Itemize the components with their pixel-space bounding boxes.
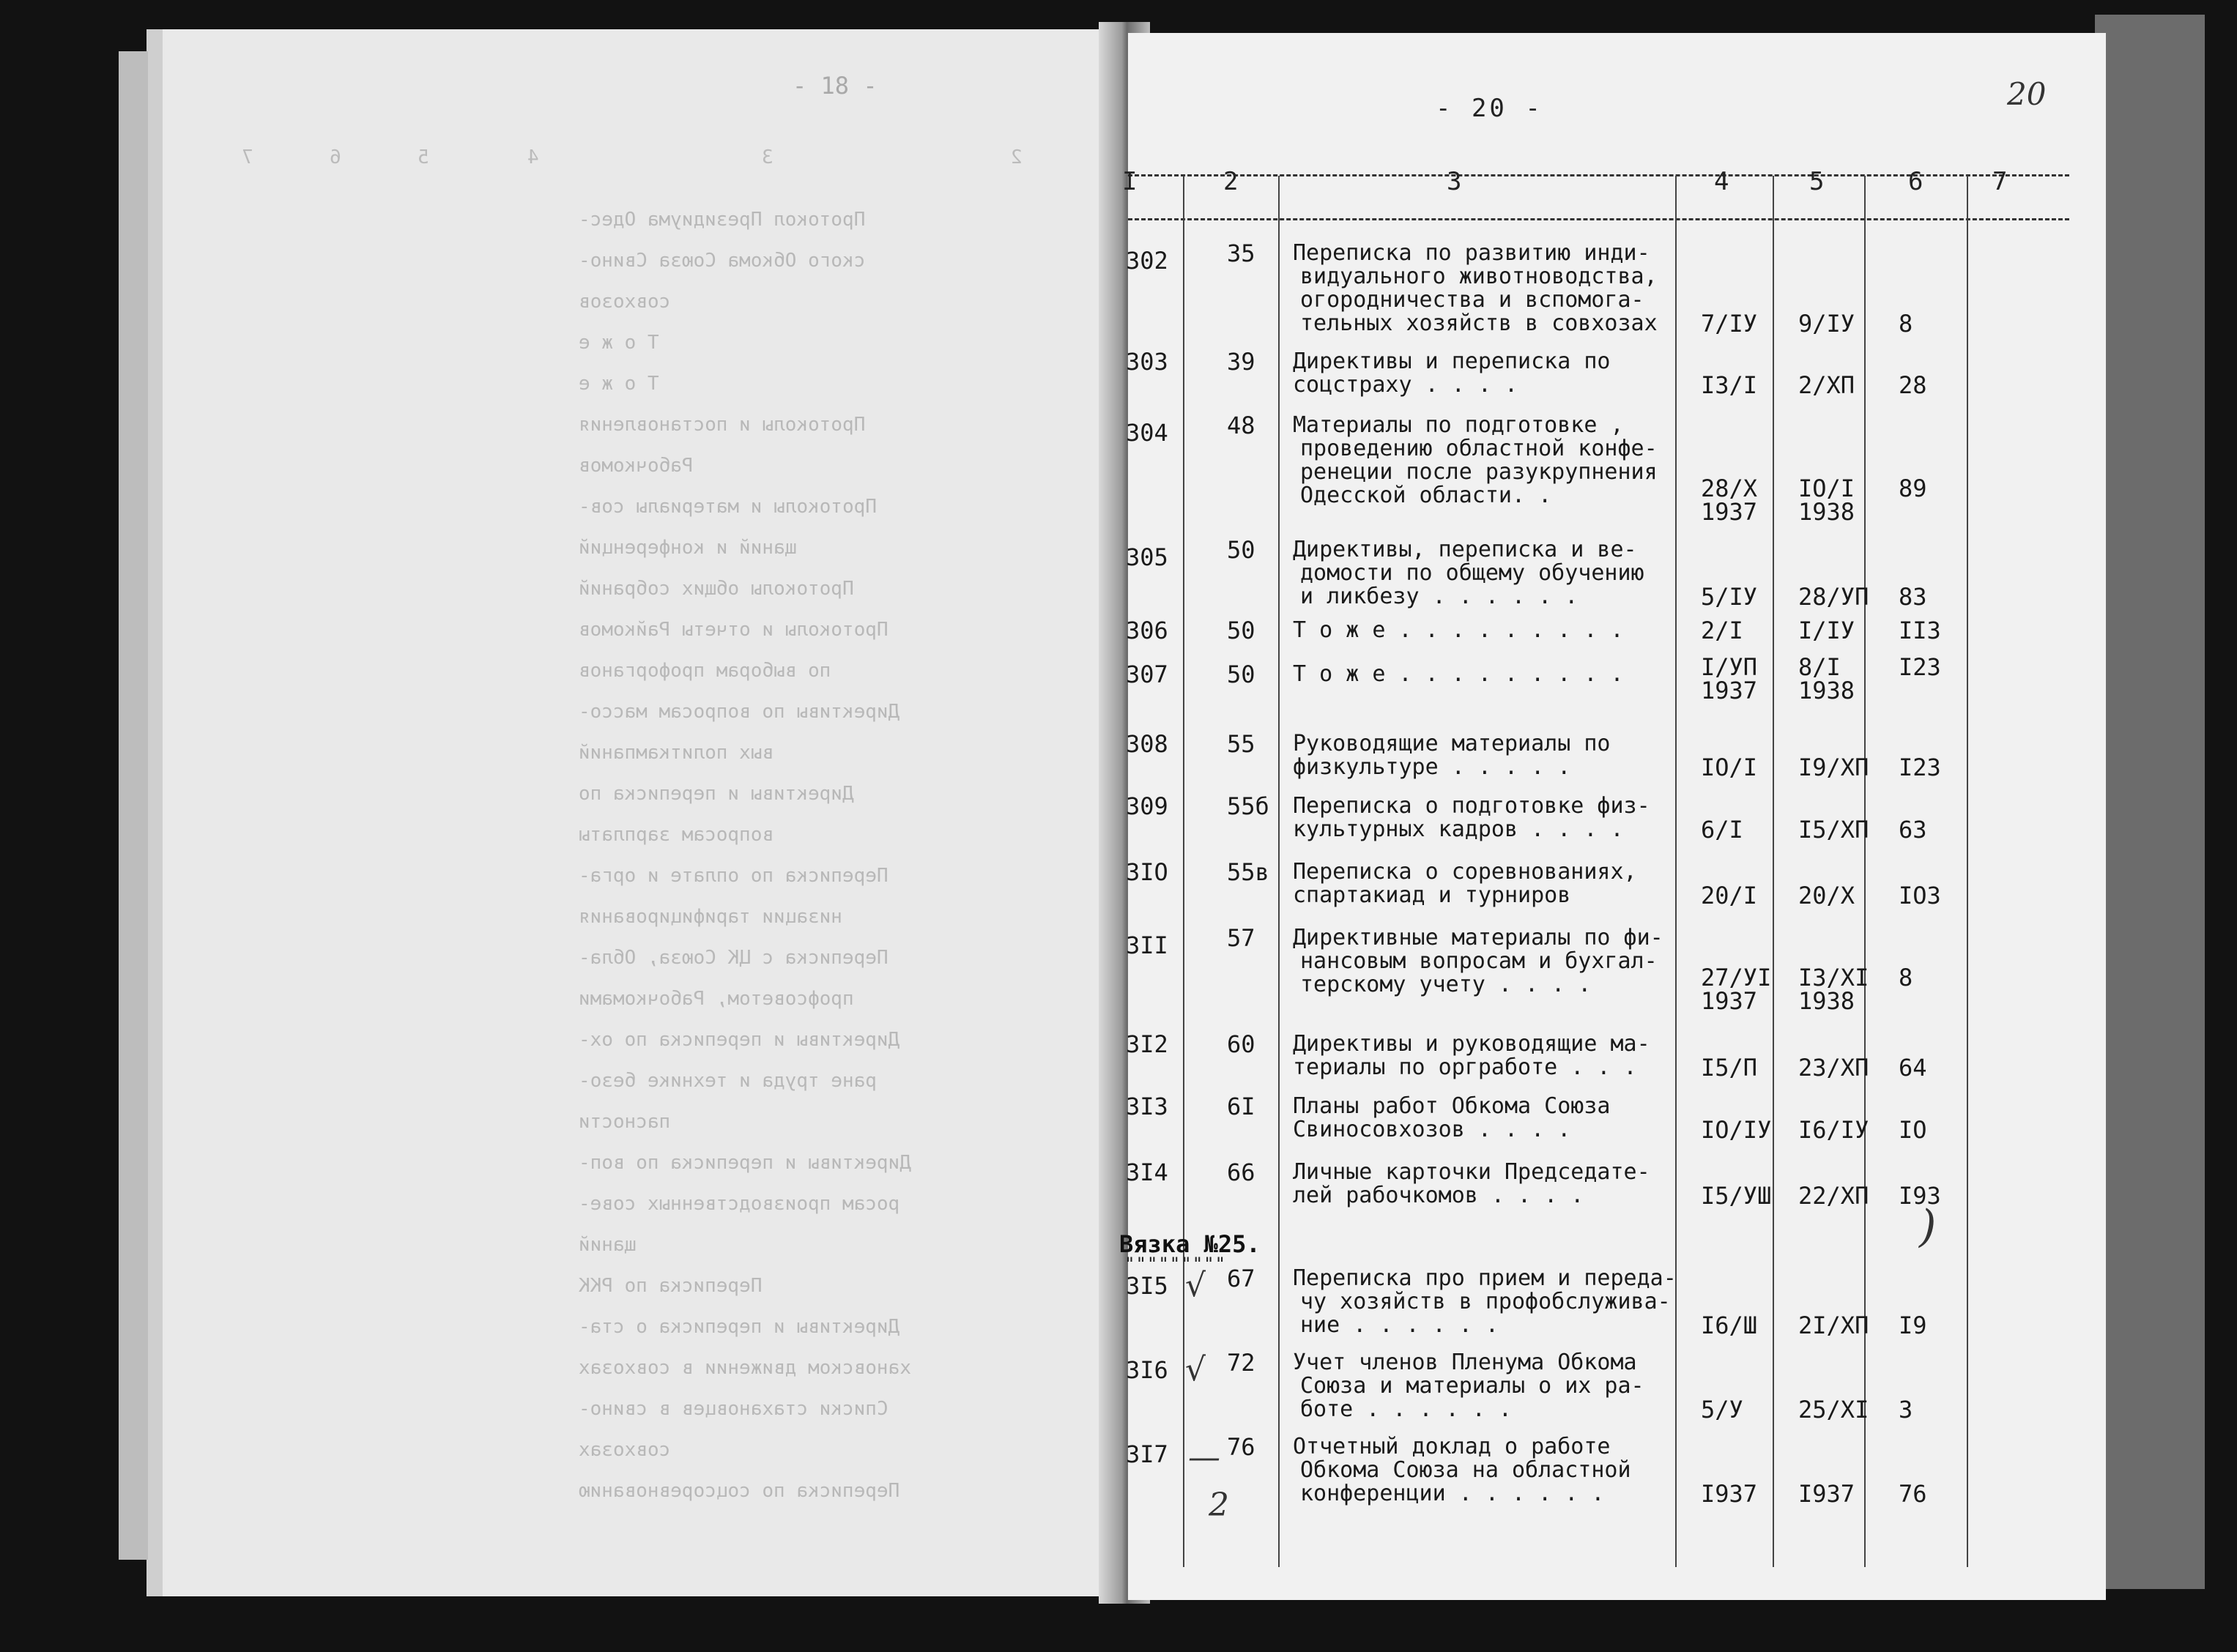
left-header-cell: 6 [330, 146, 341, 168]
left-header-cell: 3 [762, 146, 774, 168]
row-title-line: ние . . . . . . [1300, 1312, 1499, 1338]
start-date: I5/П [1701, 1054, 1758, 1082]
end-date: 8/I 1938 [1798, 653, 1855, 704]
column-rule [1278, 176, 1280, 1567]
pencil-bracket-mark: ) [1919, 1201, 1937, 1252]
bleed-line: вопросам зарплаты [579, 824, 774, 846]
bleed-line: Протоколы общих собраний [579, 578, 854, 600]
row-title-line: Директивные материалы по фи- [1293, 925, 1663, 950]
row-title-line: териалы по оргработе . . . [1293, 1054, 1637, 1080]
file-number: 35 [1227, 239, 1255, 267]
pencil-number-mark: 2 [1209, 1487, 1229, 1524]
file-number: 57 [1227, 924, 1255, 952]
row-title-line: тельных хозяйств в совхозах [1300, 310, 1658, 336]
col-header-6: 6 [1908, 167, 1923, 196]
page-count: 63 [1899, 816, 1927, 844]
file-number: 50 [1227, 661, 1255, 688]
end-date: 25/XI [1798, 1396, 1869, 1424]
end-date: I/IУ [1798, 617, 1855, 644]
bleed-line: щаний [579, 1234, 637, 1256]
end-date: I5/XП [1798, 816, 1869, 844]
row-title-line: чу хозяйств в профобслужива- [1300, 1289, 1671, 1314]
page-count: I23 [1899, 754, 1941, 781]
bleed-line: Директивы и переписка по ох- [579, 1029, 900, 1051]
file-number: 60 [1227, 1030, 1255, 1058]
start-date: 5/IУ [1701, 583, 1758, 611]
row-number: 3I7 [1126, 1440, 1168, 1468]
bleed-line: вых политкампаний [579, 742, 774, 764]
col-header-4: 4 [1714, 167, 1729, 196]
row-number: 305 [1126, 543, 1168, 571]
row-title-line: Учет членов Пленума Обкома [1293, 1350, 1637, 1375]
start-date: I5/УШ [1701, 1182, 1772, 1210]
start-date: 5/У [1701, 1396, 1743, 1424]
page-count: 28 [1899, 371, 1927, 399]
bundle-label: Вязка №25. [1119, 1230, 1261, 1258]
row-number: 304 [1126, 419, 1168, 447]
page-count: 89 [1899, 475, 1927, 502]
row-title-line: огородничества и вспомога- [1300, 287, 1644, 313]
row-title-line: ренеции после разукрупнения [1300, 459, 1658, 485]
end-date: 23/XП [1798, 1054, 1869, 1082]
column-rule [1864, 176, 1866, 1567]
row-title-line: физкультуре . . . . . [1293, 754, 1571, 780]
pencil-dash-mark: — [1188, 1439, 1220, 1476]
bleed-line: Директивы по вопросам массо- [579, 701, 900, 723]
start-date: 27/УI 1937 [1701, 964, 1772, 1015]
column-rule [1675, 176, 1677, 1567]
file-number: 50 [1227, 536, 1255, 564]
bleed-line: Протоколы и отчеты Райкомов [579, 619, 889, 641]
bleed-line: Директивы и переписка по воп- [579, 1152, 911, 1174]
start-date: I937 [1701, 1480, 1758, 1508]
page-stack-edge [119, 51, 148, 1560]
start-date: I/УП 1937 [1701, 653, 1758, 704]
bleed-line: Переписка с ЦК Союза, Обла- [579, 947, 889, 969]
bleed-line: Т о ж е [579, 332, 659, 354]
file-number: 50 [1227, 617, 1255, 644]
page-count: 83 [1899, 583, 1927, 611]
file-number: 55в [1227, 858, 1269, 886]
start-date: 6/I [1701, 816, 1743, 844]
row-title-line: Переписка по развитию инди- [1293, 240, 1650, 266]
col-header-1: I [1122, 167, 1138, 196]
bleed-line: низации тарифицирования [579, 906, 843, 928]
row-title-line: Т о ж е . . . . . . . . . [1293, 661, 1624, 687]
bleed-line: Протоколы и постановления [579, 414, 866, 436]
row-number: 308 [1126, 730, 1168, 758]
row-title-line: Свиносовхозов . . . . [1293, 1117, 1571, 1142]
file-number: 39 [1227, 348, 1255, 376]
file-number: 72 [1227, 1349, 1255, 1377]
row-title-line: боте . . . . . . [1300, 1396, 1512, 1422]
bleed-line: пасности [579, 1111, 671, 1133]
page-count: 64 [1899, 1054, 1927, 1082]
start-date: 20/I [1701, 882, 1758, 909]
row-title-line: Союза и материалы о их ра- [1300, 1373, 1644, 1399]
bundle-label-underline: """"""""" [1124, 1254, 1227, 1274]
row-title-line: Одесской области. . [1300, 483, 1552, 508]
col-header-7: 7 [1992, 167, 2008, 196]
end-date: 2I/XП [1798, 1311, 1869, 1339]
left-header-cell: 7 [242, 146, 253, 168]
file-number: 67 [1227, 1265, 1255, 1292]
row-title-line: Материалы по подготовке , [1293, 412, 1624, 438]
col-header-3: 3 [1447, 167, 1462, 196]
pencil-check-mark: √ [1185, 1351, 1206, 1388]
column-rule [1183, 176, 1184, 1567]
bleed-line: Переписка по РКК [579, 1275, 763, 1297]
bleed-line: Переписка по оплате и орга- [579, 865, 889, 887]
pencil-check-mark: √ [1185, 1267, 1206, 1304]
page-count: I23 [1899, 653, 1941, 681]
file-number: 48 [1227, 412, 1255, 439]
bleed-line: Рабочкомов [579, 455, 694, 477]
bleed-line: профсоветом, Рабочкомами [579, 988, 854, 1010]
start-date: 7/IУ [1701, 310, 1758, 338]
col-header-5: 5 [1809, 167, 1825, 196]
row-number: 3I4 [1126, 1158, 1168, 1186]
bleed-line: Директивы и переписка по [579, 783, 854, 805]
bleed-line: Директивы и переписка о ста- [579, 1316, 900, 1338]
col-header-2: 2 [1223, 167, 1239, 196]
row-title-line: Директивы, переписка и ве- [1293, 537, 1637, 562]
page-count: IO3 [1899, 882, 1941, 909]
row-title-line: Планы работ Обкома Союза [1293, 1093, 1611, 1119]
start-date: I6/Ш [1701, 1311, 1758, 1339]
bleed-line: Протоколы и материалы сов- [579, 496, 877, 518]
row-title-line: Директивы и руководящие ма- [1293, 1031, 1650, 1057]
row-title-line: Переписка про прием и переда- [1293, 1265, 1677, 1291]
end-date: 22/XП [1798, 1182, 1869, 1210]
row-number: 3II [1126, 931, 1168, 959]
row-title-line: нансовым вопросам и бухгал- [1300, 948, 1658, 974]
end-date: I937 [1798, 1480, 1855, 1508]
start-date: 2/I [1701, 617, 1743, 644]
row-number: 3I2 [1126, 1030, 1168, 1058]
page-count: 3 [1899, 1396, 1913, 1424]
row-title-line: Руководящие материалы по [1293, 731, 1611, 756]
archive-folio-mark: 20 [2007, 76, 2047, 112]
left-header-cell: 2 [1011, 146, 1023, 168]
bleed-line: щаний и конференций [579, 537, 797, 559]
page-number: - 20 - [1436, 94, 1543, 123]
start-date: IO/IУ [1701, 1116, 1772, 1144]
file-number: 55 [1227, 730, 1255, 758]
row-number: 303 [1126, 348, 1168, 376]
header-top-rule [1128, 174, 2069, 176]
row-title-line: Отчетный доклад о работе [1293, 1434, 1611, 1459]
bleed-line: Протокол Президиума Одес- [579, 209, 866, 231]
start-date: IO/I [1701, 754, 1758, 781]
row-number: 309 [1126, 792, 1168, 820]
end-date: 2/XП [1798, 371, 1855, 399]
row-title-line: домости по общему обучению [1300, 560, 1644, 586]
bleed-line: ране труда и технике безо- [579, 1070, 877, 1092]
row-title-line: Переписка о подготовке физ- [1293, 793, 1650, 819]
bleed-line: Списки стахановцев в свино- [579, 1398, 889, 1420]
page-count: I9 [1899, 1311, 1927, 1339]
end-date: 20/X [1798, 882, 1855, 909]
end-date: IO/I 1938 [1798, 475, 1855, 526]
end-date: 28/УП [1798, 583, 1869, 611]
file-number: 55б [1227, 792, 1269, 820]
page-count: II3 [1899, 617, 1941, 644]
page-count: IO [1899, 1116, 1927, 1144]
row-title-line: спартакиад и турниров [1293, 882, 1571, 908]
row-title-line: соцстраху . . . . [1293, 372, 1518, 398]
bleed-line: совхозах [579, 1439, 671, 1461]
page-count: 8 [1899, 964, 1913, 991]
bleed-line: Т о ж е [579, 373, 659, 395]
bleed-line: росам производственных сове- [579, 1193, 900, 1215]
column-rule [1773, 176, 1774, 1567]
row-title-line: терскому учету . . . . [1300, 972, 1592, 997]
bleed-line: ского Обкома Союза Свино- [579, 250, 866, 272]
row-title-line: Обкома Союза на областной [1300, 1457, 1631, 1483]
row-title-line: и ликбезу . . . . . . [1300, 584, 1578, 609]
row-number: 306 [1126, 617, 1168, 644]
end-date: I3/XI 1938 [1798, 964, 1869, 1015]
page-count: 76 [1899, 1480, 1927, 1508]
left-page-number: - 18 - [793, 72, 878, 100]
row-number: 302 [1126, 247, 1168, 275]
file-number: 76 [1227, 1433, 1255, 1461]
file-number: 6I [1227, 1093, 1255, 1120]
end-date: I9/XП [1798, 754, 1869, 781]
row-title-line: проведению областной конфе- [1300, 436, 1658, 461]
row-number: 3I3 [1126, 1093, 1168, 1120]
row-title-line: Личные карточки Председате- [1293, 1159, 1650, 1185]
end-date: 9/IУ [1798, 310, 1855, 338]
bleed-line: по выборам профорганов [579, 660, 831, 682]
book-cover-edge [2095, 15, 2205, 1589]
page-count: 8 [1899, 310, 1913, 338]
bleed-line: хановском движении в совхозах [579, 1357, 911, 1379]
left-header-cell: 5 [418, 146, 429, 168]
row-title-line: видуального животноводства, [1300, 264, 1658, 289]
page-count: I93 [1899, 1182, 1941, 1210]
row-number: 3I5 [1126, 1272, 1168, 1300]
start-date: 28/X 1937 [1701, 475, 1758, 526]
row-title-line: Директивы и переписка по [1293, 349, 1611, 374]
header-bottom-rule [1128, 218, 2069, 220]
row-number: 3I6 [1126, 1356, 1168, 1384]
bleed-line: Переписка по соцсоревнованию [579, 1480, 900, 1502]
row-title-line: Т о ж е . . . . . . . . . [1293, 617, 1624, 643]
bleed-line: совхозов [579, 291, 671, 313]
row-number: 307 [1126, 661, 1168, 688]
row-title-line: конференции . . . . . . [1300, 1481, 1605, 1506]
column-rule [1967, 176, 1968, 1567]
end-date: I6/IУ [1798, 1116, 1869, 1144]
row-number: 3IO [1126, 858, 1168, 886]
row-title-line: лей рабочкомов . . . . [1293, 1183, 1584, 1208]
row-title-line: культурных кадров . . . . [1293, 816, 1624, 842]
left-header-cell: 4 [527, 146, 539, 168]
file-number: 66 [1227, 1158, 1255, 1186]
row-title-line: Переписка о соревнованиях, [1293, 859, 1637, 885]
start-date: I3/I [1701, 371, 1758, 399]
